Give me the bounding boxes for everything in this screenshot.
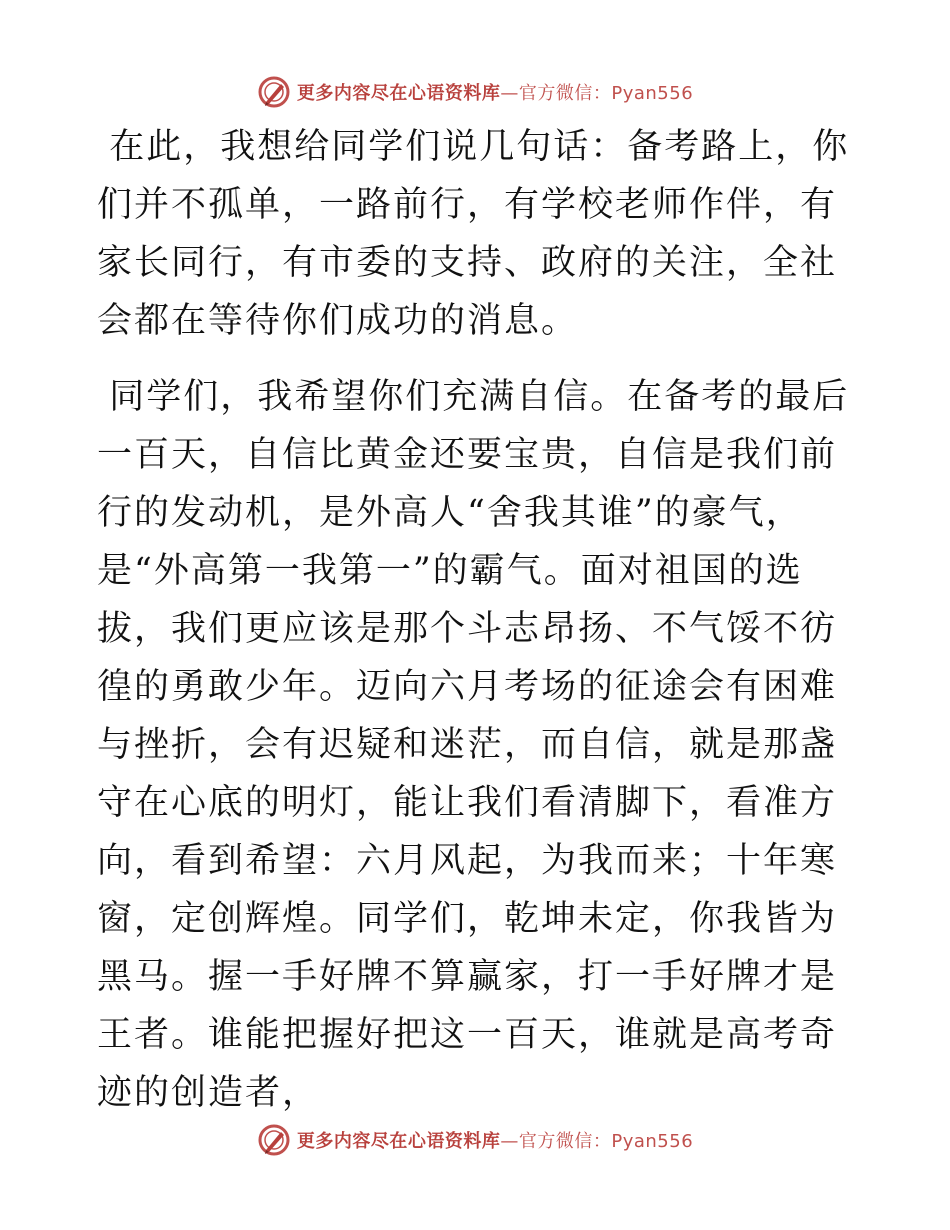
header-brand-text: 更多内容尽在心语资料库 bbox=[296, 83, 501, 104]
header-banner-text bbox=[297, 79, 693, 105]
footer-separator: — bbox=[500, 1131, 519, 1152]
footer-wechat-id: Pyan556 bbox=[611, 1131, 694, 1152]
paragraph-2: 同学们，我希望你们充满自信。在备考的最后一百天，自信比黄金还要宝贵，自信是我们前行的发动机，是外高人“舍我其谁”的豪气，是“外高第一我第一”的霸气。面对祖国的选拔，我们更应该是那个斗志昂扬、不气馁不彷徨的勇敢少年。迈向六月考场的征途会有困难与挫折，会有迟疑和迷茫，而自信，就是那盏守在心底的明灯，能让我们看清脚下，看准方向，看到希望：六月风起，为我而来；十年寒窗，定创辉煌。同学们，乾坤未定，你我皆为黑马。握一手好牌不算赢家，打一手好牌才是王者。谁能把握好把这一百天，谁就是高考奇迹的创造者， bbox=[97, 377, 850, 1113]
footer-banner bbox=[0, 1120, 950, 1160]
header-wechat-id: Pyan556 bbox=[611, 83, 694, 104]
footer-brand-text: 更多内容尽在心语资料库 bbox=[296, 1131, 501, 1152]
pen-circle-logo-icon bbox=[257, 75, 291, 109]
document-body bbox=[97, 118, 857, 1140]
header-separator: — bbox=[500, 83, 519, 104]
pen-circle-logo-icon bbox=[257, 1123, 291, 1157]
footer-wechat-label: 官方微信： bbox=[518, 1131, 612, 1152]
header-banner bbox=[0, 72, 950, 112]
paragraph-1: 在此，我想给同学们说几句话：备考路上，你们并不孤单，一路前行，有学校老师作伴，有家长同行，有市委的支持、政府的关注，全社会都在等待你们成功的消息。 bbox=[97, 127, 850, 341]
header-wechat-label: 官方微信： bbox=[518, 83, 612, 104]
footer-banner-text bbox=[297, 1127, 693, 1153]
